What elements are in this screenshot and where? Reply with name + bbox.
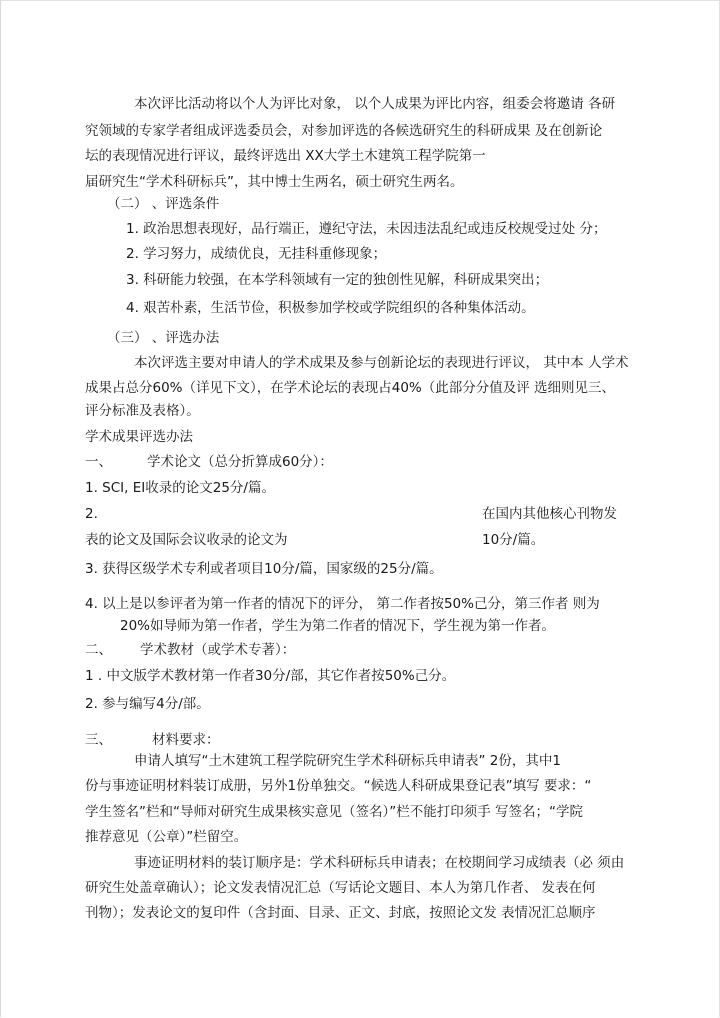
- requirements-line-3: 学生签名”栏和“导师对研究生成果核实意见（签名）”栏不能打印须手 写签名；“学院: [85, 804, 584, 820]
- materials-title: 材料要求：: [152, 732, 220, 748]
- requirements-line-2: 份与事迹证明材料装订成册，另外1份单独交。“候选人科研成果登记表”填写 要求：“: [85, 778, 592, 794]
- papers-item-1: 1. SCI, EI收录的论文25分/篇。: [85, 480, 275, 496]
- intro-line-4: 届研究生“学术科研标兵”，其中博士生两名，硕士研究生两名。: [85, 174, 464, 190]
- intro-line-1: 本次评比活动将以个人为评比对象， 以个人成果为评比内容，组委会将邀请 各研: [134, 96, 616, 112]
- method-line-3: 评分标准及表格）。: [85, 403, 200, 419]
- requirements-line-1: 申请人填写“土木建筑工程学院研究生学术科研标兵申请表” 2份，其中1: [134, 753, 561, 769]
- requirements-line-4: 推荐意见（公章）”栏留空。: [85, 829, 248, 845]
- method-line-2: 成果占总分60%（详见下文），在学术论坛的表现占40%（此部分分值及评 选细则见三、: [85, 380, 616, 396]
- textbooks-item-2: 2. 参与编写4分/部。: [85, 696, 210, 712]
- criteria-item-3: 3. 科研能力较强，在本学科领域有一定的独创性见解，科研成果突出；: [126, 272, 549, 288]
- criteria-item-4: 4. 艰苦朴素，生活节俭，积极参加学校或学院组织的各种集体活动。: [126, 300, 535, 316]
- papers-title: 学术论文（总分折算成60分）：: [147, 454, 333, 470]
- papers-item-3: 3. 获得区级学术专利或者项目10分/篇，国家级的25分/篇。: [85, 561, 443, 577]
- papers-item-2-score: 10分/篇。: [482, 532, 545, 548]
- intro-line-2: 究领域的专家学者组成评选委员会，对参加评选的各候选研究生的科研成果 及在创新论: [85, 123, 603, 139]
- textbooks-number: 二、: [85, 642, 112, 658]
- section-2-heading: （二） 、评选条件: [107, 196, 220, 212]
- order-line-2: 研究生处盖章确认）；论文发表情况汇总（写话论文题目、本人为第几作者、 发表在何: [85, 880, 596, 896]
- method-line-1: 本次评选主要对申请人的学术成果及参与创新论坛的表现进行评议， 其中本 人学术: [134, 355, 629, 371]
- subsection-heading: 学术成果评选办法: [85, 429, 193, 445]
- papers-heading: [85, 452, 333, 472]
- papers-item-2-text-b: 表的论文及国际会议收录的论文为: [85, 532, 288, 548]
- materials-heading: [85, 730, 220, 750]
- papers-item-4-line-1: 4. 以上是以参评者为第一作者的情况下的评分， 第二作者按50%己分，第三作者 则为: [85, 596, 600, 612]
- textbooks-heading: [85, 640, 295, 660]
- intro-line-3: 坛的表现情况进行评议，最终评选出 XX大学土木建筑工程学院第一: [85, 148, 486, 164]
- section-3-heading: （三） 、评选办法: [107, 330, 220, 346]
- papers-item-2-number: 2.: [85, 506, 98, 522]
- papers-item-4-line-2: 20%如导师为第一作者，学生为第二作者的情况下，学生视为第一作者。: [120, 618, 556, 634]
- criteria-item-2: 2. 学习努力，成绩优良，无挂科重修现象；: [126, 246, 387, 262]
- textbooks-item-1: 1 . 中文版学术教材第一作者30分/部，其它作者按50%己分。: [85, 668, 456, 684]
- criteria-item-1: 1. 政治思想表现好，品行端正，遵纪守法，未因违法乱纪或违反校规受过处 分；: [126, 221, 607, 237]
- order-line-1: 事迹证明材料的装订顺序是：学术科研标兵申请表；在校期间学习成绩表（必 须由: [134, 855, 625, 871]
- papers-number: 一、: [85, 454, 112, 470]
- order-line-3: 刊物）；发表论文的复印件（含封面、目录、正文、封底，按照论文发 表情况汇总顺序: [85, 905, 596, 921]
- materials-number: 三、: [85, 732, 112, 748]
- textbooks-title: 学术教材（或学术专著）：: [140, 642, 296, 658]
- papers-item-2-text-a: 在国内其他核心刊物发: [482, 506, 617, 522]
